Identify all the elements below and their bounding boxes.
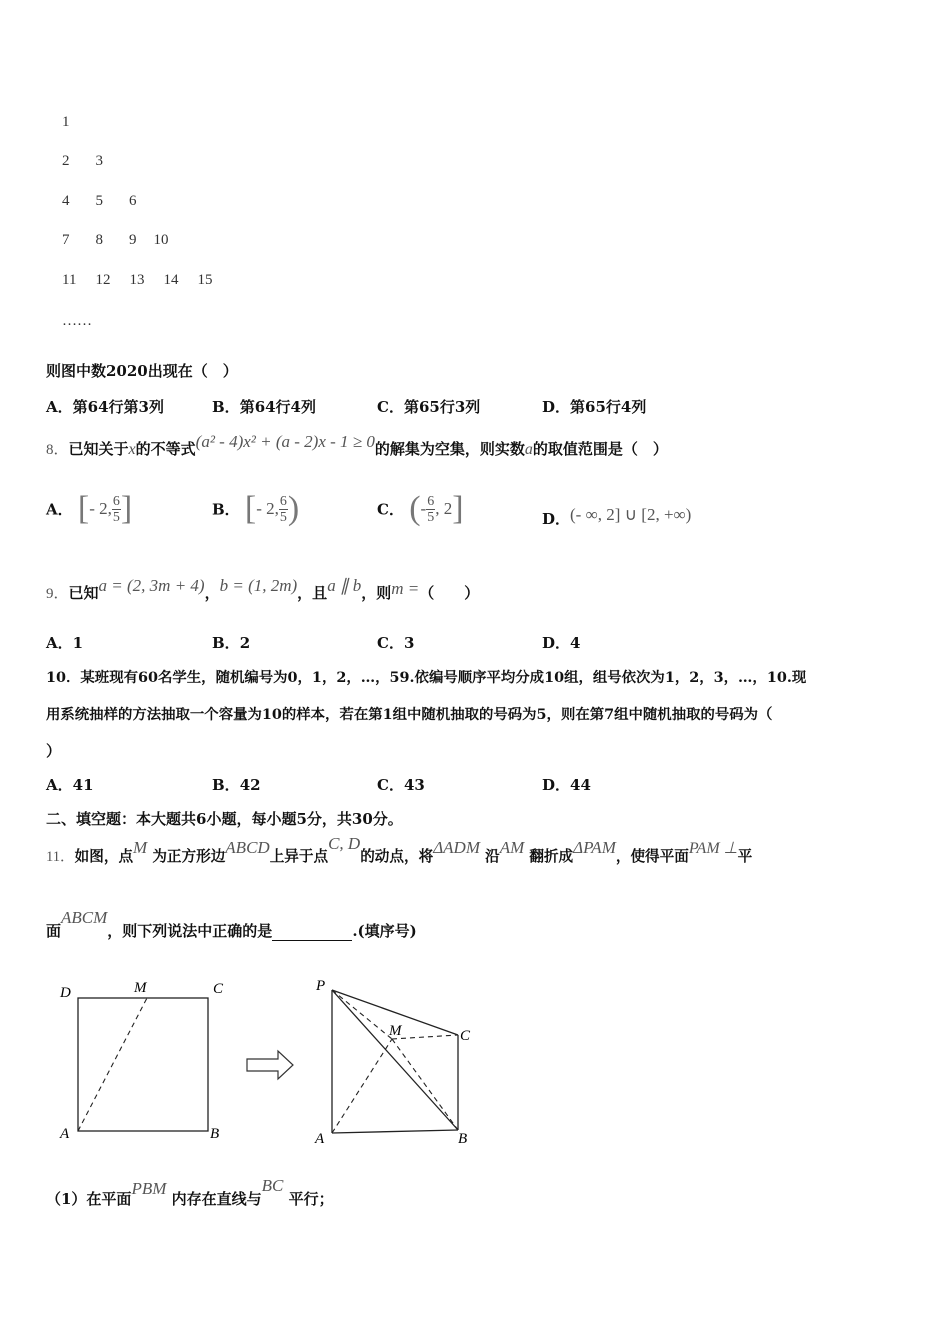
- triangle-row-4: 7 8 9 10: [62, 232, 169, 248]
- triangle-row-1: 1: [62, 114, 70, 130]
- q11-line-1: 11．如图，点M 为正方形边ABCD上异于点C, D的动点，将ΔADM 沿AM 翻折成ΔPAM，使得平面PAM ⊥平: [46, 834, 753, 865]
- square-outline: [78, 998, 208, 1131]
- q7-option-d: D．第65行4列: [542, 398, 647, 416]
- q8-option-c: C． (- $\frac{6}{5}$ , 2]: [377, 490, 464, 527]
- q11-line-2: 面ABCM，则下列说法中正确的是 .(填序号): [46, 908, 417, 940]
- label-c-right: C: [460, 1028, 471, 1044]
- q7-option-b: B．第64行4列: [212, 398, 316, 416]
- q10-line-1: 10．某班现有60名学生，随机编号为0，1，2，…，59.依编号顺序平均分成10组，组号依次为1，2，3，…，10.现: [46, 669, 807, 686]
- label-b-right: B: [458, 1131, 468, 1147]
- q8-question: 8．已知关于x的不等式(a² - 4)x² + (a - 2)x - 1 ≥ 0的解集为空集，则实数a的取值范围是（ ）: [46, 432, 668, 458]
- q11-statement-1: （1）在平面PBM 内存在直线与BC 平行；: [46, 1176, 334, 1208]
- q7-option-c: C．第65行3列: [377, 398, 481, 416]
- label-a-left: A: [60, 1126, 70, 1142]
- q10-option-a: A．41: [46, 776, 94, 794]
- label-d: D: [60, 985, 71, 1001]
- q11-figure: [0, 960, 520, 1160]
- triangle-ellipsis: ……: [62, 313, 92, 329]
- q10-line-3: ）: [46, 742, 62, 760]
- q8-option-a: A． [- 2, $\frac{6}{5}$ ]: [46, 490, 133, 527]
- q9-option-d: D．4: [542, 634, 581, 652]
- q9-option-b: B．2: [212, 634, 251, 652]
- square-abcd: [59, 980, 224, 1142]
- q8-inequality: (a² - 4)x² + (a - 2)x - 1 ≥ 0: [195, 432, 375, 451]
- q9-question: 9．已知a = (2, 3m + 4)，b = (1, 2m)，且a ∥ b，则m =（ ）: [46, 576, 480, 602]
- q7-question: 则图中数2020出现在（ ）: [46, 362, 238, 380]
- q11-answer-blank[interactable]: [272, 924, 352, 941]
- label-m-left: M: [134, 980, 147, 996]
- triangle-row-3: 4 5 6: [62, 193, 137, 209]
- q10-line-2: 用系统抽样的方法抽取一个容量为10的样本，若在第1组中随机抽取的号码为5，则在第7组中随机抽取的号码为（: [46, 706, 773, 723]
- segment-am-dashed: [78, 998, 147, 1131]
- label-b-left: B: [210, 1126, 220, 1142]
- label-a-right: A: [315, 1131, 325, 1147]
- triangle-row-2: 2 3: [62, 153, 103, 169]
- q9-option-c: C．3: [377, 634, 415, 652]
- triangle-row-5: 11 12 13 14 15: [62, 272, 213, 288]
- q10-option-c: C．43: [377, 776, 425, 794]
- section-2-heading: 二、填空题：本大题共6小题，每小题5分，共30分。: [46, 810, 403, 828]
- label-m-right: M: [389, 1023, 402, 1039]
- q9-option-a: A．1: [46, 634, 84, 652]
- folded-figure: [314, 978, 471, 1147]
- label-p: P: [316, 978, 326, 994]
- arrow-icon: [247, 1051, 293, 1079]
- q8-option-b: B． [- 2, $\frac{6}{5}$ ): [212, 490, 300, 527]
- q10-option-b: B．42: [212, 776, 261, 794]
- q8-option-d: D．(- ∞, 2] ∪ [2, +∞): [542, 505, 692, 528]
- q10-option-d: D．44: [542, 776, 591, 794]
- q7-option-a: A．第64行第3列: [46, 398, 164, 416]
- label-c-left: C: [213, 981, 224, 997]
